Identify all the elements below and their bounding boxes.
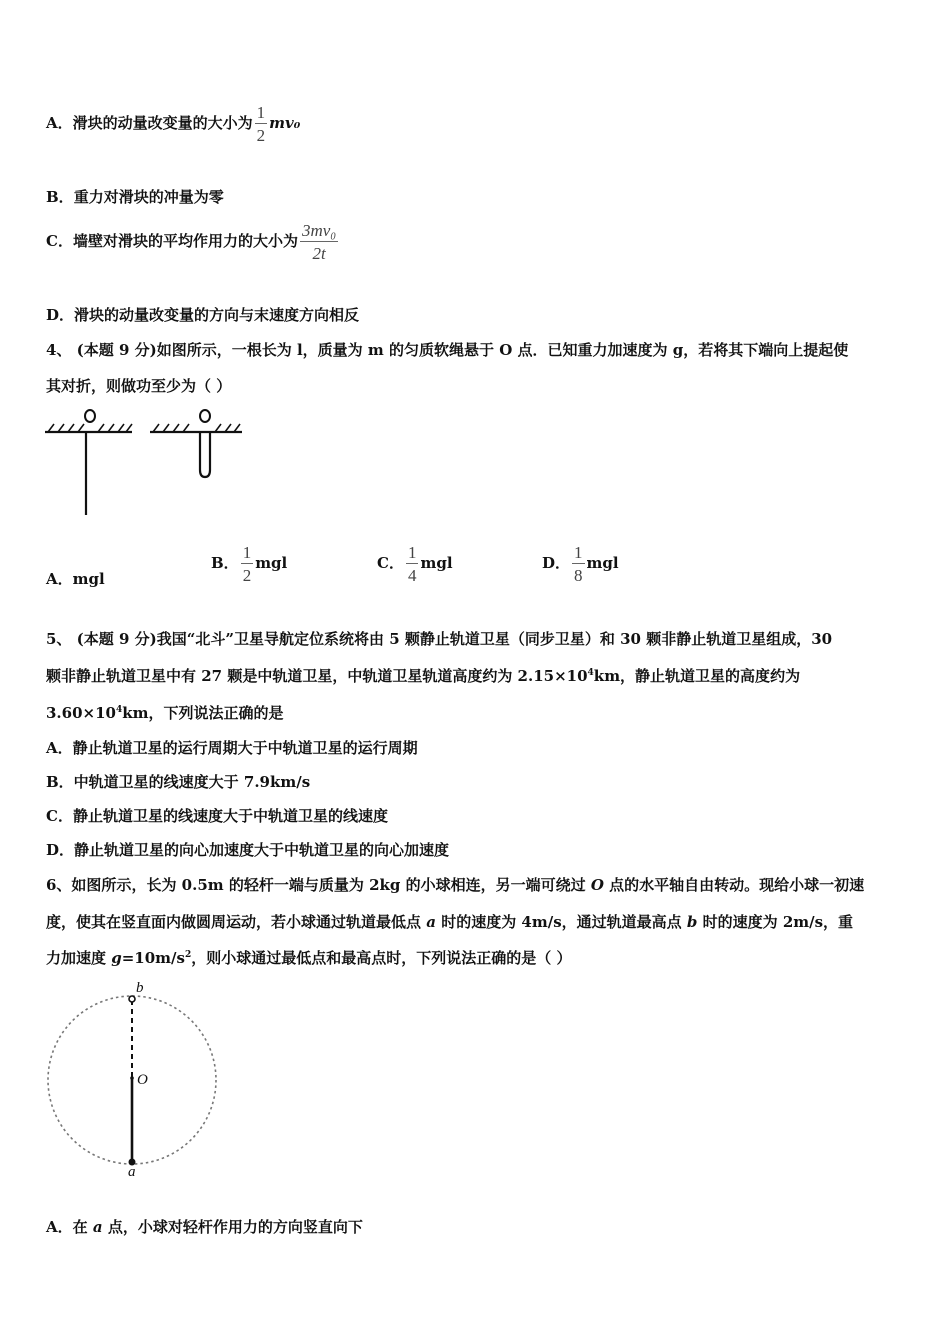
q6-line3-text-a: 力加速度 [46,949,112,967]
frac-den: 4 [406,563,419,584]
frac-num: 1 [407,543,417,562]
q4-option-a [46,568,105,589]
q5-line3-text-a: 3.60×10 [46,704,116,722]
q3-option-c-fraction [300,222,338,262]
q6-stem-line3 [46,947,571,968]
q6-option-a-italic: a [92,1218,103,1236]
q5-option-d: D．静止轨道卫星的向心加速度大于中轨道卫星的向心加速度 [46,841,450,859]
q4-option-a-unit: mgl [72,570,105,588]
q6-line1-text-a: 6、如图所示，长为 0.5m 的轻杆一端与质量为 2kg 的小球相连，另一端可绕过 [46,876,591,894]
q3-option-b-label: B． [46,188,74,206]
q5-option-b: B．中轨道卫星的线速度大于 7.9km/s [46,773,311,791]
frac-den: 8 [572,563,585,584]
q4-option-a-label: A． [46,570,73,588]
q6-line2-text-a: 度，使其在竖直面内做圆周运动，若小球通过轨道最低点 [46,913,427,931]
q3-option-d [46,304,359,325]
q4-option-b-label: B． [211,554,239,572]
frac-den: 2 [241,563,254,584]
q6-line2-italic-b: b [686,913,698,931]
q6-option-a-text: 点，小球对轻杆作用力的方向竖直向下 [102,1218,363,1236]
q5-line2-text-a: 颗非静止轨道卫星中有 27 颗是中轨道卫星，中轨道卫星轨道高度约为 2.15×10 [46,667,588,685]
q6-option-a [46,1216,363,1237]
q4-option-d-unit: mgl [586,554,619,572]
q5-line2-sup: 4 [587,668,594,678]
q6-line1-text-b: 点的水平轴自由转动。现给小球一初速 [603,876,865,894]
q6-line2-text-b: 时的速度为 4m/s，通过轨道最高点 [435,913,687,931]
q6-stem-line2 [46,911,853,932]
q3-option-a-label: A． [46,114,73,132]
q4-option-c [377,544,453,584]
q5-line2-text-b: km，静止轨道卫星的高度约为 [593,667,801,685]
q4-option-c-unit: mgl [420,554,453,572]
q6-line3-text-c: ，则小球通过最低点和最高点时，下列说法正确的是（ ） [191,949,572,967]
q3-option-a-text: 滑块的动量改变量的大小为 [72,114,253,132]
q4-stem-line2: 其对折，则做功至少为（ ） [46,377,232,395]
q5-stem-line1: 5、 (本题 9 分)我国“北斗”卫星导航定位系统将由 5 颗静止轨道卫星（同步卫星）和 30 颗非静止轨道卫星组成，30 [46,630,833,648]
q6-line2-italic-a: a [426,913,436,931]
q3-option-c-label: C． [46,232,73,250]
q6-label-b: b [136,980,144,996]
q5-option-a: A．静止轨道卫星的运行周期大于中轨道卫星的运行周期 [46,739,418,757]
q6-line3-text-b: =10m/s [121,949,185,967]
q4-option-c-label: C． [377,554,404,572]
frac-num: 3mv₀ [301,221,337,240]
q6-line3-italic: g [111,949,122,967]
q6-figure [40,978,230,1178]
frac-num: 1 [242,543,252,562]
q4-option-b-unit: mgl [255,554,288,572]
q6-option-a-label: A．在 [46,1218,93,1236]
q3-option-a-tail: mv₀ [269,114,301,132]
q6-stem-line1 [46,874,864,895]
q6-line3-sup: 2 [184,950,192,960]
q4-option-d-fraction [572,544,585,584]
frac-num: 1 [574,543,583,562]
q3-option-b-text: 重力对滑块的冲量为零 [73,188,224,206]
q3-option-d-label: D． [46,306,75,324]
q3-option-b [46,186,224,207]
frac-num: 1 [256,103,266,122]
q4-option-c-fraction [406,544,419,584]
q3-option-a-fraction [255,104,268,144]
q6-label-a: a [128,1164,136,1178]
q5-line3-text-b: km，下列说法正确的是 [122,704,284,722]
q4-option-d [542,544,619,584]
q5-line3-sup: 4 [115,705,123,715]
q5-option-c: C．静止轨道卫星的线速度大于中轨道卫星的线速度 [46,807,388,825]
frac-den: 2 [255,123,268,144]
q3-option-d-text: 滑块的动量改变量的方向与末速度方向相反 [74,306,360,324]
q6-line1-italic: O [590,876,604,894]
q4-option-d-label: D． [542,554,571,572]
q4-figure [40,402,250,522]
q3-option-c [46,222,340,262]
q4-stem-line1: 4、 (本题 9 分)如图所示，一根长为 l，质量为 m 的匀质软绳悬于 O 点．已知重力加速度为 g，若将其下端向上提起使 [46,341,849,359]
q5-stem-line3 [46,702,284,723]
q3-option-a [46,104,300,144]
q6-line2-text-c: 时的速度为 2m/s，重 [697,913,854,931]
q4-option-b-fraction [241,544,254,584]
q5-stem-line2 [46,665,800,686]
q3-option-c-text: 墙壁对滑块的平均作用力的大小为 [72,232,298,250]
frac-den: 2t [300,241,338,262]
q4-option-b [211,544,287,584]
q6-label-o: O [137,1072,148,1088]
